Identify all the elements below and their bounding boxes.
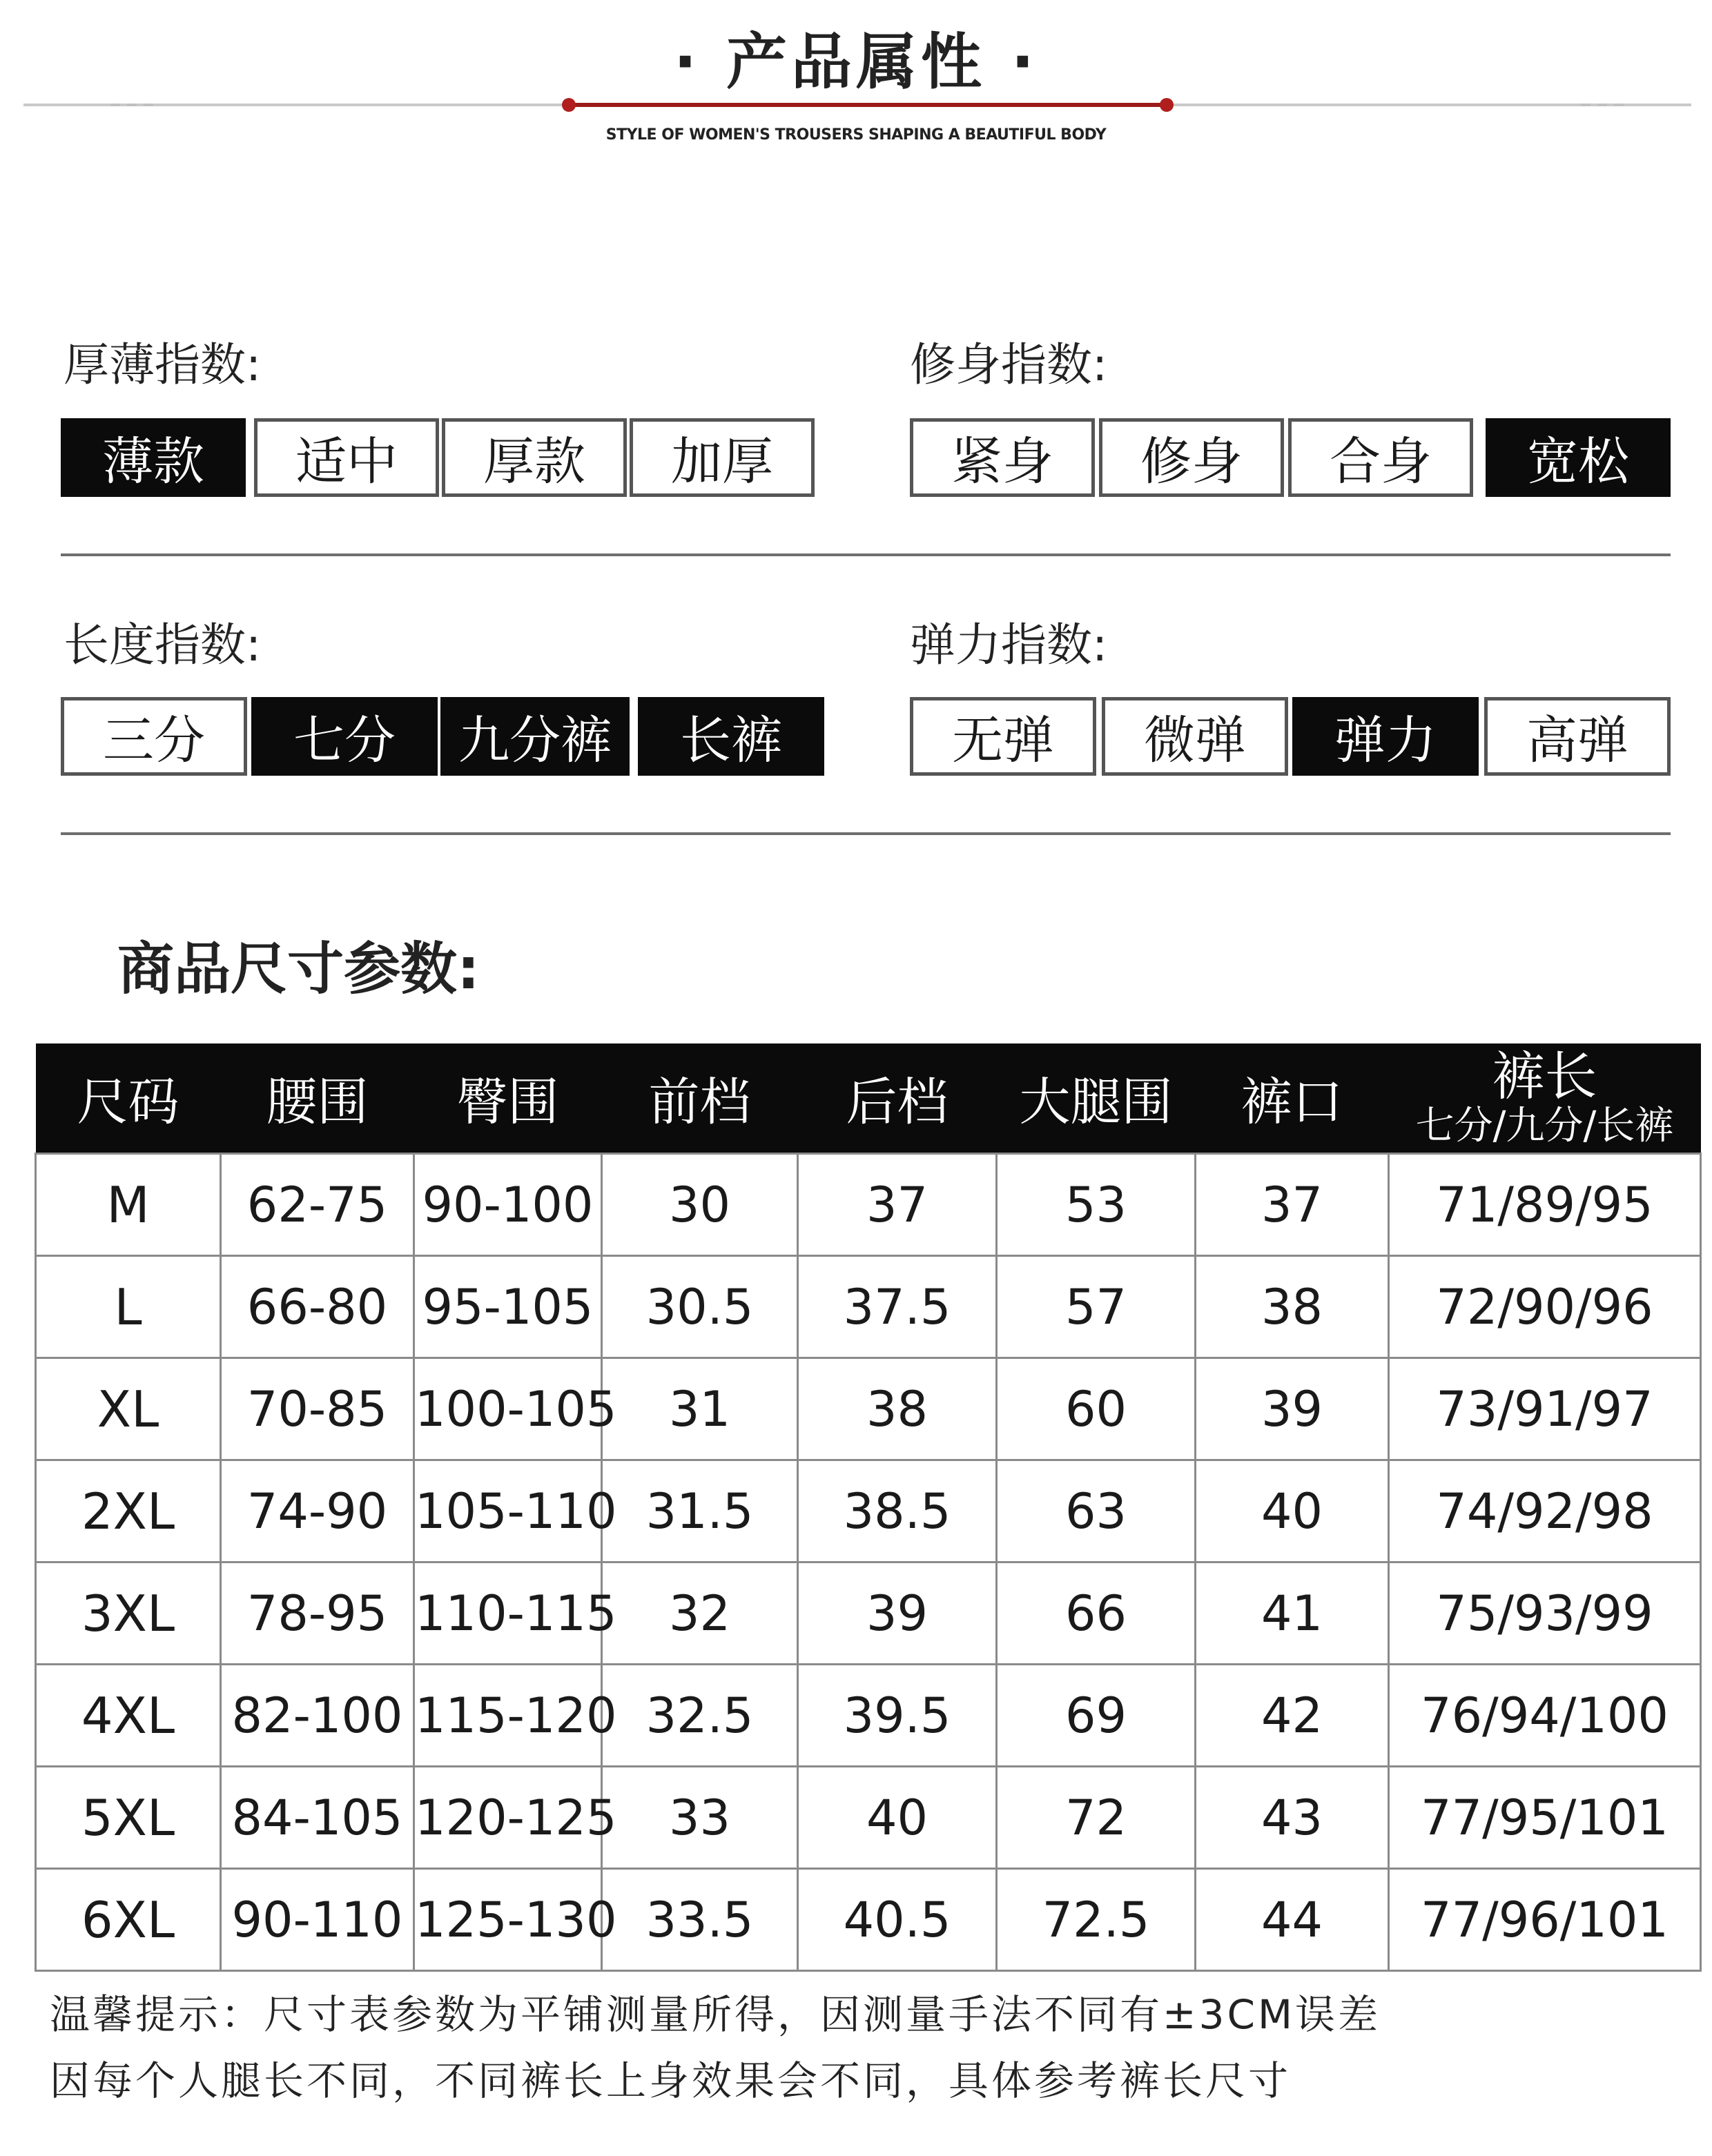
table-cell: 41: [1196, 1562, 1389, 1665]
table-cell: 43: [1196, 1767, 1389, 1869]
header-length-title: 裤长: [1492, 1046, 1597, 1107]
table-cell: 70-85: [221, 1358, 414, 1460]
fit-label: 修身指数:: [910, 338, 1108, 391]
table-cell: 39.5: [798, 1665, 997, 1767]
table-cell: 38.5: [798, 1460, 997, 1562]
table-cell: 74/92/98: [1389, 1460, 1701, 1562]
length-option[interactable]: 三分: [61, 697, 247, 776]
stretch-option[interactable]: 微弹: [1102, 697, 1288, 776]
thickness-option[interactable]: 适中: [254, 418, 439, 497]
section-divider: [61, 832, 1671, 835]
table-cell: 39: [798, 1562, 997, 1665]
size-cell: M: [36, 1154, 221, 1256]
table-cell: 40.5: [798, 1869, 997, 1971]
fit-option[interactable]: 修身: [1099, 418, 1284, 497]
table-cell: 90-110: [221, 1869, 414, 1971]
table-cell: 31.5: [602, 1460, 798, 1562]
table-cell: 37: [798, 1154, 997, 1256]
table-cell: 32: [602, 1562, 798, 1665]
table-cell: 73/91/97: [1389, 1358, 1701, 1460]
stretch-option[interactable]: 高弹: [1484, 697, 1671, 776]
header-dash: [127, 104, 137, 106]
header-waist: 腰围: [221, 1043, 414, 1154]
table-cell: 60: [997, 1358, 1196, 1460]
size-section-title: 商品尺寸参数:: [117, 937, 480, 1002]
thickness-option[interactable]: 加厚: [630, 418, 815, 497]
section-divider: [61, 553, 1671, 556]
length-option[interactable]: 九分裤: [440, 697, 630, 776]
table-cell: 105-110: [414, 1460, 602, 1562]
table-cell: 72.5: [997, 1869, 1196, 1971]
header-dot-left: [562, 98, 576, 112]
table-cell: 82-100: [221, 1665, 414, 1767]
header-length-sub: 七分/九分/长裤: [1415, 1104, 1674, 1148]
table-cell: 115-120: [414, 1665, 602, 1767]
table-row: [36, 1767, 1701, 1869]
header-rule-right: [1167, 104, 1691, 106]
header-dash: [1597, 104, 1607, 106]
note-line-1: 温馨提示：尺寸表参数为平铺测量所得，因测量手法不同有±3CM误差: [50, 1991, 1381, 2038]
thickness-option[interactable]: 薄款: [61, 418, 246, 497]
table-cell: 84-105: [221, 1767, 414, 1869]
size-cell: XL: [36, 1358, 221, 1460]
table-cell: 90-100: [414, 1154, 602, 1256]
table-cell: 74-90: [221, 1460, 414, 1562]
table-cell: 32.5: [602, 1665, 798, 1767]
size-table-container: [35, 1043, 1700, 1972]
table-cell: 78-95: [221, 1562, 414, 1665]
thickness-option[interactable]: 厚款: [442, 418, 627, 497]
size-cell: 3XL: [36, 1562, 221, 1665]
page-title: · 产品属性 ·: [673, 26, 1039, 97]
header-dot-right: [1160, 98, 1174, 112]
table-cell: 72: [997, 1767, 1196, 1869]
table-cell: 31: [602, 1358, 798, 1460]
table-cell: 77/96/101: [1389, 1869, 1701, 1971]
header-leg-opening: 裤口: [1196, 1043, 1389, 1154]
header-dash: [144, 104, 153, 106]
table-cell: 57: [997, 1256, 1196, 1358]
stretch-option[interactable]: 弹力: [1292, 697, 1479, 776]
table-cell: 53: [997, 1154, 1196, 1256]
table-cell: 30: [602, 1154, 798, 1256]
table-row: [36, 1358, 1701, 1460]
length-option[interactable]: 长裤: [638, 697, 824, 776]
table-cell: 76/94/100: [1389, 1665, 1701, 1767]
table-cell: 30.5: [602, 1256, 798, 1358]
table-cell: 38: [798, 1358, 997, 1460]
page-subtitle: STYLE OF WOMEN'S TROUSERS SHAPING A BEAUTIFUL BODY: [605, 126, 1107, 144]
note-line-2: 因每个人腿长不同，不同裤长上身效果会不同，具体参考裤长尺寸: [50, 2057, 1292, 2104]
table-cell: 77/95/101: [1389, 1767, 1701, 1869]
table-row: [36, 1154, 1701, 1256]
length-option[interactable]: 七分: [251, 697, 438, 776]
fit-option[interactable]: 紧身: [910, 418, 1095, 497]
header-rule-left: [23, 104, 569, 106]
table-cell: 63: [997, 1460, 1196, 1562]
table-row: [36, 1562, 1701, 1665]
header-length: [1389, 1043, 1701, 1154]
table-cell: 33: [602, 1767, 798, 1869]
table-cell: 110-115: [414, 1562, 602, 1665]
table-row: [36, 1665, 1701, 1767]
size-cell: 4XL: [36, 1665, 221, 1767]
header-back-rise: 后档: [798, 1043, 997, 1154]
header-rule-accent: [567, 103, 1167, 107]
fit-option[interactable]: 合身: [1288, 418, 1473, 497]
table-cell: 62-75: [221, 1154, 414, 1256]
size-cell: L: [36, 1256, 221, 1358]
header-thigh: 大腿围: [997, 1043, 1196, 1154]
table-cell: 33.5: [602, 1869, 798, 1971]
table-cell: 125-130: [414, 1869, 602, 1971]
table-cell: 100-105: [414, 1358, 602, 1460]
stretch-label: 弹力指数:: [910, 618, 1108, 672]
stretch-option[interactable]: 无弹: [910, 697, 1096, 776]
header-dash: [1614, 104, 1624, 106]
thickness-label: 厚薄指数:: [64, 338, 262, 391]
table-cell: 66: [997, 1562, 1196, 1665]
table-cell: 39: [1196, 1358, 1389, 1460]
length-label: 长度指数:: [64, 618, 262, 672]
table-cell: 95-105: [414, 1256, 602, 1358]
table-cell: 37.5: [798, 1256, 997, 1358]
table-header-row: [36, 1043, 1701, 1154]
header-dash: [110, 104, 120, 106]
header-hip: 臀围: [414, 1043, 602, 1154]
size-cell: 2XL: [36, 1460, 221, 1562]
table-cell: 66-80: [221, 1256, 414, 1358]
size-cell: 5XL: [36, 1767, 221, 1869]
table-cell: 71/89/95: [1389, 1154, 1701, 1256]
table-row: [36, 1869, 1701, 1971]
header-front-rise: 前档: [602, 1043, 798, 1154]
size-cell: 6XL: [36, 1869, 221, 1971]
table-cell: 40: [798, 1767, 997, 1869]
size-table: [35, 1043, 1702, 1972]
table-cell: 42: [1196, 1665, 1389, 1767]
table-cell: 44: [1196, 1869, 1389, 1971]
header-dash: [1581, 104, 1591, 106]
table-row: [36, 1256, 1701, 1358]
table-cell: 120-125: [414, 1767, 602, 1869]
table-row: [36, 1460, 1701, 1562]
table-cell: 38: [1196, 1256, 1389, 1358]
fit-option[interactable]: 宽松: [1486, 418, 1671, 497]
table-cell: 69: [997, 1665, 1196, 1767]
header-size: 尺码: [36, 1043, 221, 1154]
table-cell: 37: [1196, 1154, 1389, 1256]
table-cell: 40: [1196, 1460, 1389, 1562]
table-cell: 75/93/99: [1389, 1562, 1701, 1665]
size-table-body: [36, 1154, 1701, 1971]
table-cell: 72/90/96: [1389, 1256, 1701, 1358]
